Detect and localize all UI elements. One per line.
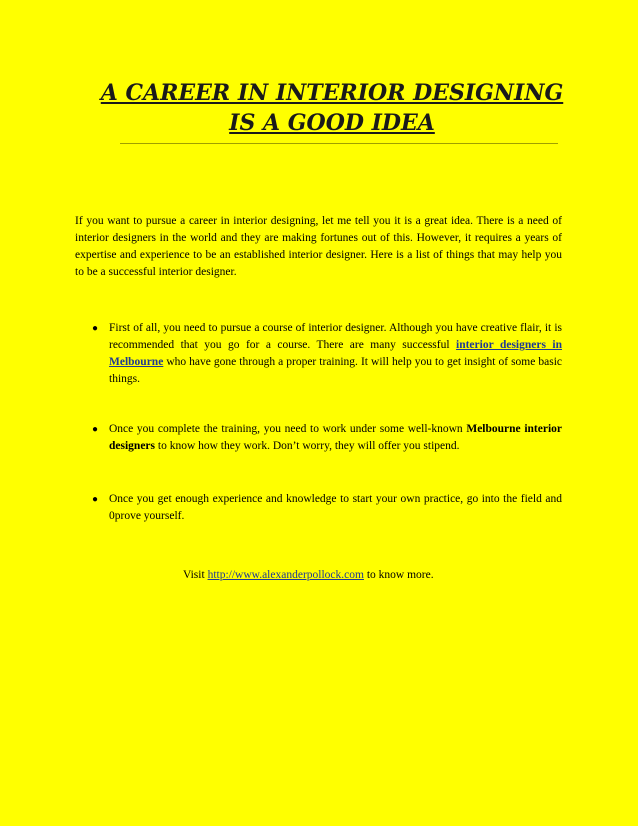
intro-paragraph: If you want to pursue a career in interior designing, let me tell you it is a great idea. There is a need of interior designers in the world and they are making fortunes out of this. However, it requires a years of expertise and experience to be an established interior designer. Here is a list of things that may help you to be a successful interior designer. [75, 215, 562, 278]
interior-designers-link[interactable]: interior designers in Melbourne [109, 339, 562, 368]
bullet-text [109, 320, 562, 388]
title-divider [120, 143, 558, 144]
title-line-2: IS A GOOD IDEA [229, 110, 435, 136]
visit-line [183, 567, 434, 584]
bullet-icon: ● [92, 323, 99, 334]
bullet-text [109, 421, 562, 455]
visit-suffix: to know more. [363, 569, 434, 581]
bullet-text-end: who have gone through a proper training. It will help you to get insight of some basic things. [109, 356, 562, 385]
bullet-text-end: to know how they work. Don’t worry, they will offer you stipend. [155, 440, 460, 452]
document-title [92, 78, 572, 138]
bullet-text-start: First of all, you need to pursue a course of interior designer. Although you have creative flair, it is recommended that you go for a course. There are many successful [109, 322, 562, 351]
visit-prefix: Visit [183, 569, 208, 581]
bullet-icon: ● [92, 424, 99, 435]
bullet-text: Once you get enough experience and knowledge to start your own practice, go into the field and 0prove yourself. [109, 493, 562, 522]
website-link[interactable]: http://www.alexanderpollock.com [207, 569, 364, 581]
title-line-1: A CAREER IN INTERIOR DESIGNING [100, 80, 564, 106]
bullet-text-start: Once you complete the training, you need to work under some well-known [109, 423, 467, 435]
bold-phrase: Melbourne interior designers [109, 423, 562, 452]
bullet-icon: ● [92, 494, 99, 505]
